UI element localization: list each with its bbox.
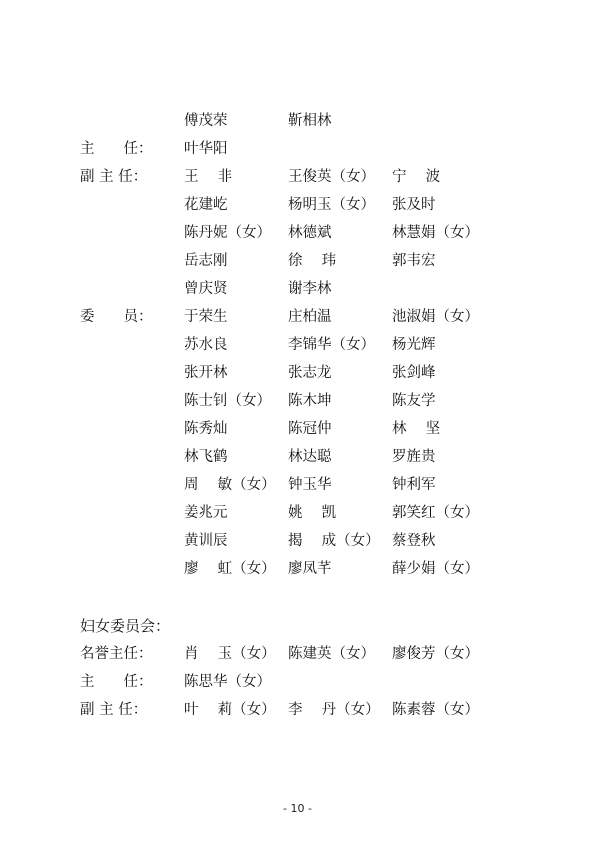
- member-name: 叶华阳: [184, 141, 228, 157]
- name-row: [0, 306, 595, 328]
- member-name: 罗旌贵: [392, 449, 436, 465]
- name-row: [0, 222, 595, 244]
- member-name: 李锦华（女）: [288, 337, 375, 353]
- womens-committee-heading: 妇女委员会：: [80, 617, 171, 635]
- member-name: 廖 虹（女）: [184, 561, 276, 577]
- member-name: 杨光辉: [392, 337, 436, 353]
- member-name: 陈丹妮（女）: [184, 225, 271, 241]
- name-row: [0, 250, 595, 272]
- name-row: [0, 446, 595, 468]
- member-name: 林 坚: [392, 421, 441, 437]
- name-row: [0, 558, 595, 580]
- member-name: 郭笑红（女）: [392, 505, 479, 521]
- member-name: 花建屹: [184, 197, 228, 213]
- member-name: 揭 成（女）: [288, 533, 380, 549]
- member-name: 曾庆贤: [184, 281, 228, 297]
- member-name: 林慧娟（女）: [392, 225, 479, 241]
- member-name: 钟利军: [392, 477, 436, 493]
- member-name: 宁 波: [392, 169, 441, 185]
- member-name: 黄训辰: [184, 533, 228, 549]
- member-name: 杨明玉（女）: [288, 197, 375, 213]
- member-name: 岳志刚: [184, 253, 228, 269]
- member-name: 陈秀灿: [184, 421, 228, 437]
- name-row: [0, 390, 595, 412]
- name-row: [0, 530, 595, 552]
- member-name: 张志龙: [288, 365, 332, 381]
- name-row: [0, 138, 595, 160]
- member-name: 庄柏温: [288, 309, 332, 325]
- role-label: 副 主 任：: [80, 702, 148, 718]
- role-label: 主 任：: [80, 141, 153, 157]
- member-name: 王俊英（女）: [288, 169, 375, 185]
- member-name: 池淑娟（女）: [392, 309, 479, 325]
- member-name: 傅茂荣: [184, 113, 228, 129]
- member-name: 陈建英（女）: [288, 646, 375, 662]
- member-name: 李 丹（女）: [288, 702, 380, 718]
- member-name: 王 非: [184, 169, 233, 185]
- member-name: 叶 莉（女）: [184, 702, 276, 718]
- member-name: 林飞鹤: [184, 449, 228, 465]
- member-name: 姜兆元: [184, 505, 228, 521]
- member-name: 张剑峰: [392, 365, 436, 381]
- member-name: 郭韦宏: [392, 253, 436, 269]
- role-label: 主 任：: [80, 674, 153, 690]
- name-row: [0, 671, 595, 693]
- page-number: - 10 -: [283, 802, 312, 815]
- member-name: 苏水良: [184, 337, 228, 353]
- member-name: 于荣生: [184, 309, 228, 325]
- member-name: 张开林: [184, 365, 228, 381]
- member-name: 陈士钊（女）: [184, 393, 271, 409]
- member-name: 陈友学: [392, 393, 436, 409]
- role-label: 副 主 任：: [80, 169, 148, 185]
- member-name: 钟玉华: [288, 477, 332, 493]
- member-name: 廖俊芳（女）: [392, 646, 479, 662]
- name-row: [0, 362, 595, 384]
- name-row: [0, 502, 595, 524]
- member-name: 陈素蓉（女）: [392, 702, 479, 718]
- member-name: 徐 玮: [288, 253, 337, 269]
- member-name: 靳相林: [288, 113, 332, 129]
- member-name: 蔡登秋: [392, 533, 436, 549]
- name-row: [0, 699, 595, 721]
- member-name: 陈冠仲: [288, 421, 332, 437]
- role-label: 名誉主任：: [80, 646, 153, 662]
- member-name: 廖凤芊: [288, 561, 332, 577]
- member-name: 肖 玉（女）: [184, 646, 276, 662]
- member-name: 谢李林: [288, 281, 332, 297]
- member-name: 陈木坤: [288, 393, 332, 409]
- member-name: 林德斌: [288, 225, 332, 241]
- member-name: 周 敏（女）: [184, 477, 276, 493]
- member-name: 薛少娟（女）: [392, 561, 479, 577]
- member-name: 林达聪: [288, 449, 332, 465]
- name-row: [0, 166, 595, 188]
- role-label: 委 员：: [80, 309, 153, 325]
- member-name: 姚 凯: [288, 505, 337, 521]
- name-row: [0, 474, 595, 496]
- name-row: [0, 278, 595, 300]
- name-row: [0, 110, 595, 132]
- name-row: [0, 643, 595, 665]
- member-name: 陈思华（女）: [184, 674, 271, 690]
- name-row: [0, 418, 595, 440]
- member-name: 张及时: [392, 197, 436, 213]
- name-row: [0, 334, 595, 356]
- name-row: [0, 194, 595, 216]
